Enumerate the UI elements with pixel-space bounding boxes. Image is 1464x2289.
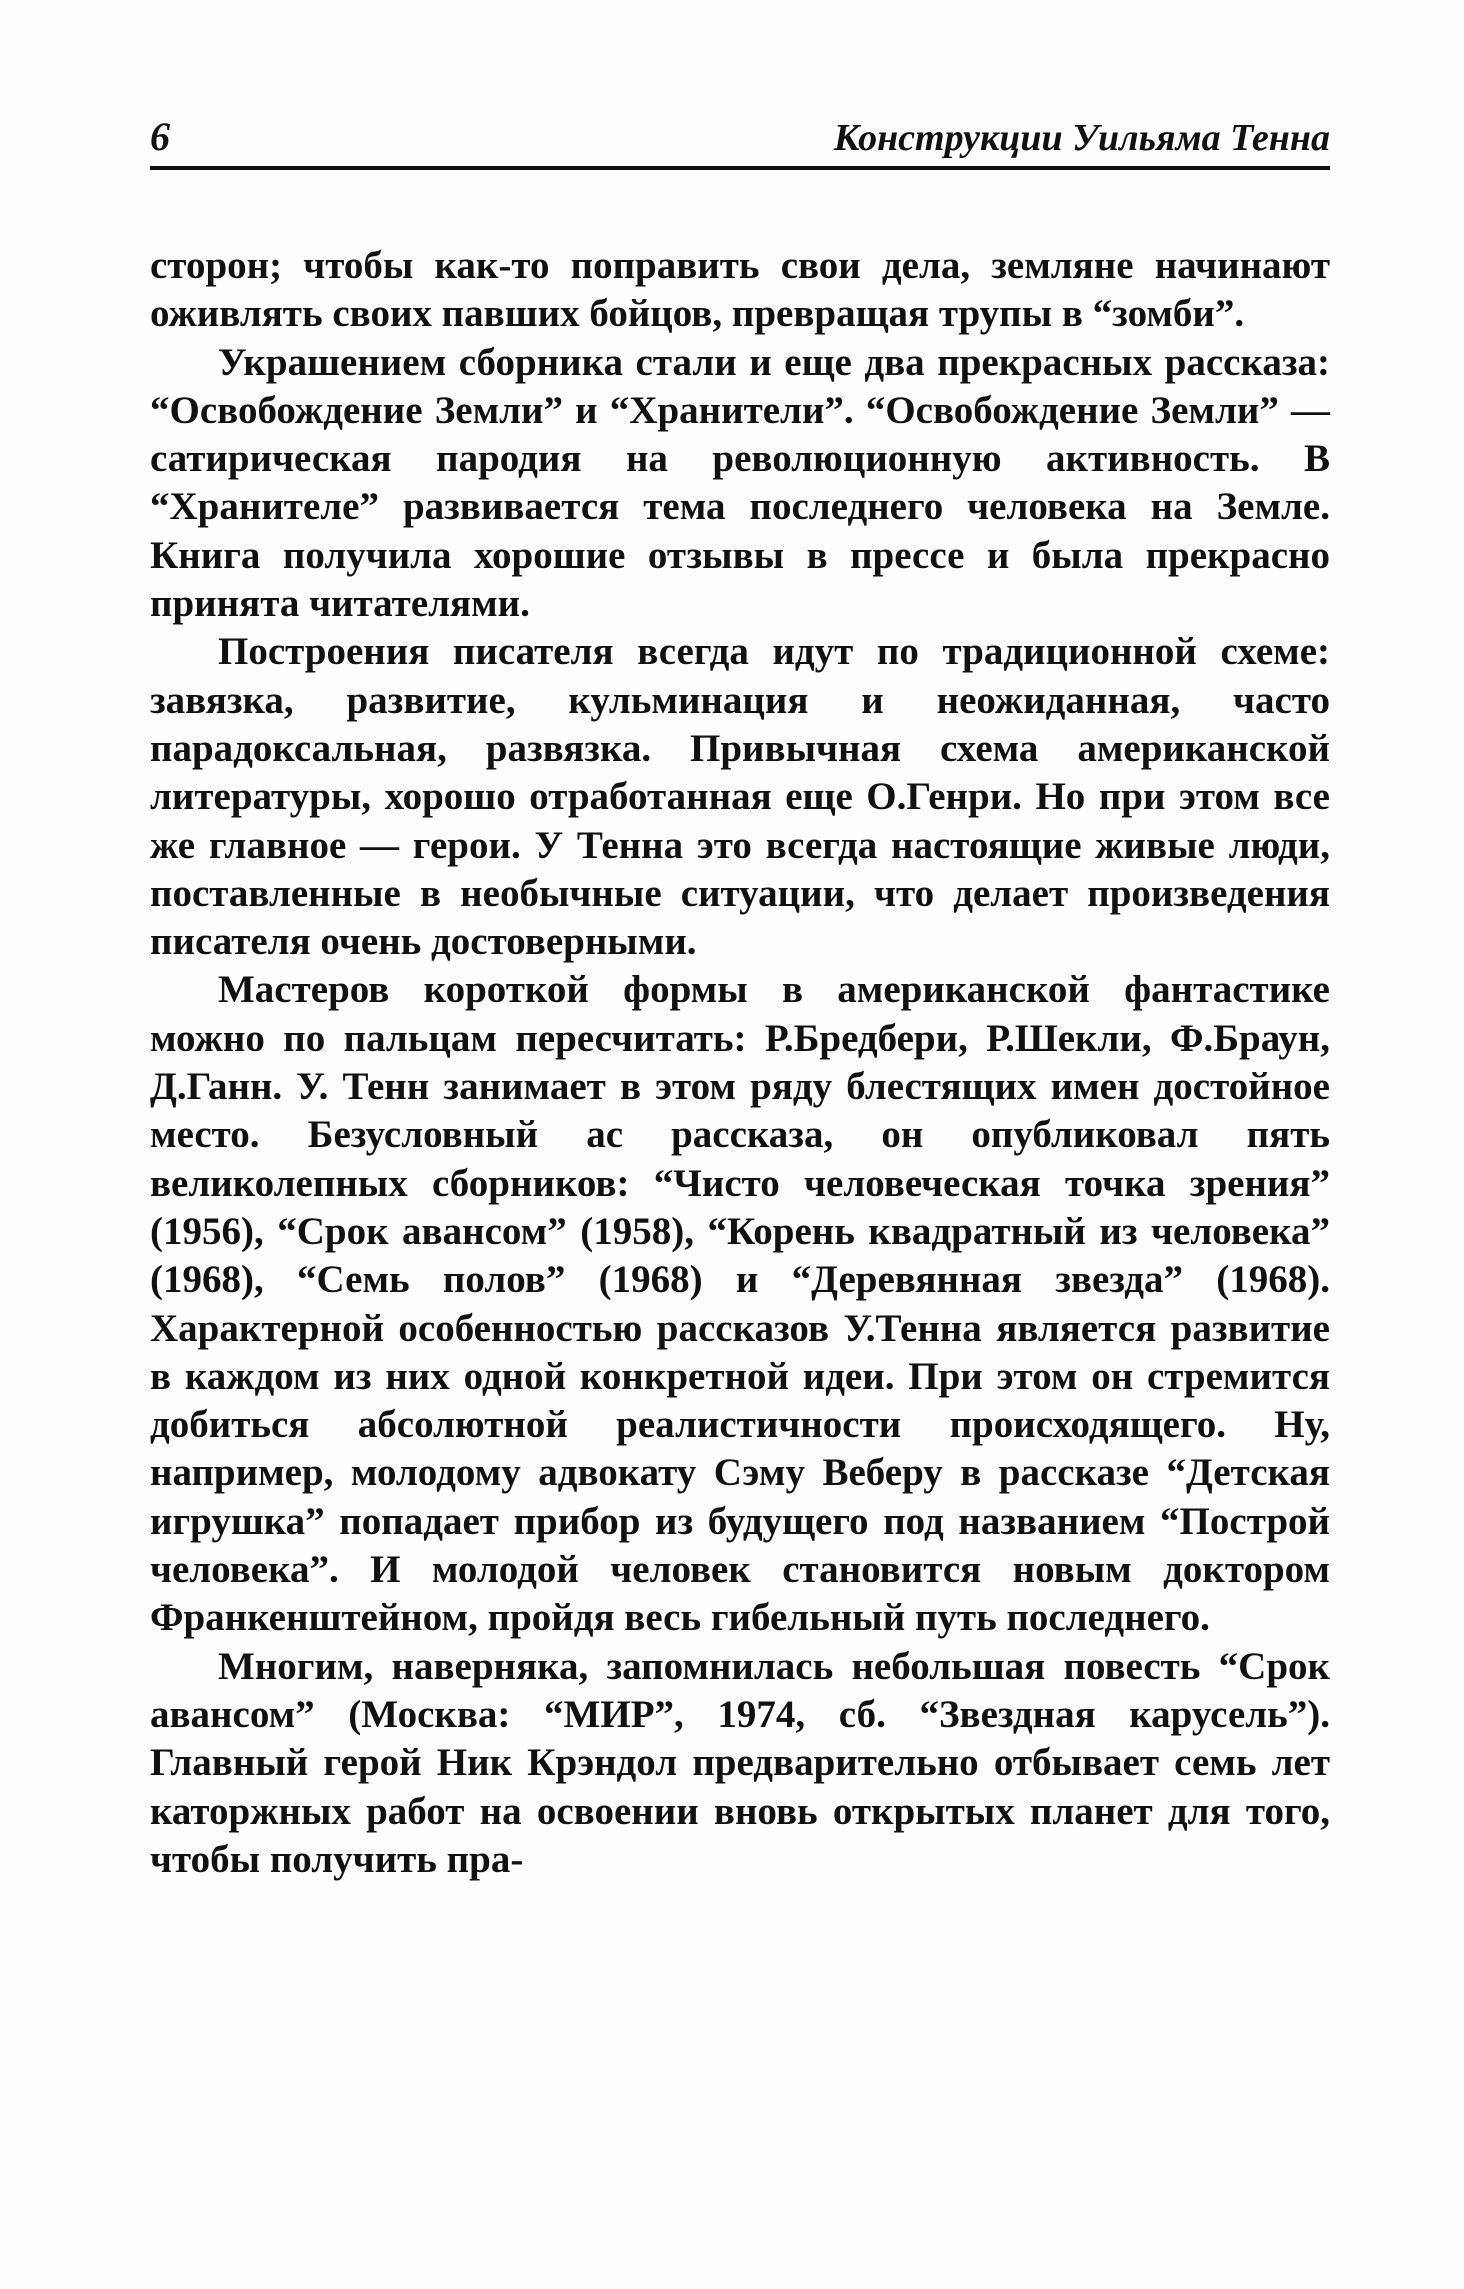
paragraph-4: Мастеров короткой формы в американской фантастике можно по пальцам пересчитать: Р.Бредбери, Р.Шекли, Ф.Браун, Д.Ганн. У. Тенн занимает в этом ряду блестящих имен достойное место. Безусловный ас рассказа, он опубликовал пять великолепных сборников: “Чисто человеческая точка зрения” (1956), “Срок авансом” (1958), “Корень квадратный из человека” (1968), “Семь полов” (1968) и “Деревянная звезда” (1968). Характерной особенностью рассказов У.Тенна является развитие в каждом из них одной конкретной идеи. При этом он стремится добиться абсолютной реалистичности происходящего. Ну, например, молодому адвокату Сэму Веберу в рассказе “Детская игрушка” попадает прибор из будущего под названием “Построй человека”. И молодой человек становится новым доктором Франкенштейном, пройдя весь гибельный путь последнего. <box>150 968 1330 1640</box>
body-text <box>150 242 1330 1884</box>
paragraph-3: Построения писателя всегда идут по традиционной схеме: завязка, развитие, кульминация и неожиданная, часто парадоксальная, развязка. Привычная схема американской литературы, хорошо отработанная еще О.Генри. Но при этом все же главное — герои. У Тенна это всегда настоящие живые люди, поставленные в необычные ситуации, что делает произведения писателя очень достоверными. <box>150 630 1330 964</box>
paragraph-1: сторон; чтобы как-то поправить свои дела, земляне начинают оживлять своих павших бойцов, превращая трупы в “зомби”. <box>150 244 1330 336</box>
paragraph-5: Многим, наверняка, запомнилась небольшая повесть “Срок авансом” (Москва: “МИР”, 1974, сб. “Звездная карусель”). Главный герой Ник Крэндол предварительно отбывает семь лет каторжных работ на освоении вновь открытых планет для того, чтобы получить пра- <box>150 1644 1330 1881</box>
page-number: 6 <box>150 114 170 159</box>
paragraph-2: Украшением сборника стали и еще два прекрасных рассказа: “Освобождение Земли” и “Хранители”. “Освобождение Земли” — сатирическая пародия на революционную активность. В “Хранителе” развивается тема последнего человека на Земле. Книга получила хорошие отзывы в прессе и была прекрасно принята читателями. <box>150 340 1330 626</box>
running-title: Конструкции Уильяма Тенна <box>833 117 1330 159</box>
running-head <box>150 112 1330 170</box>
